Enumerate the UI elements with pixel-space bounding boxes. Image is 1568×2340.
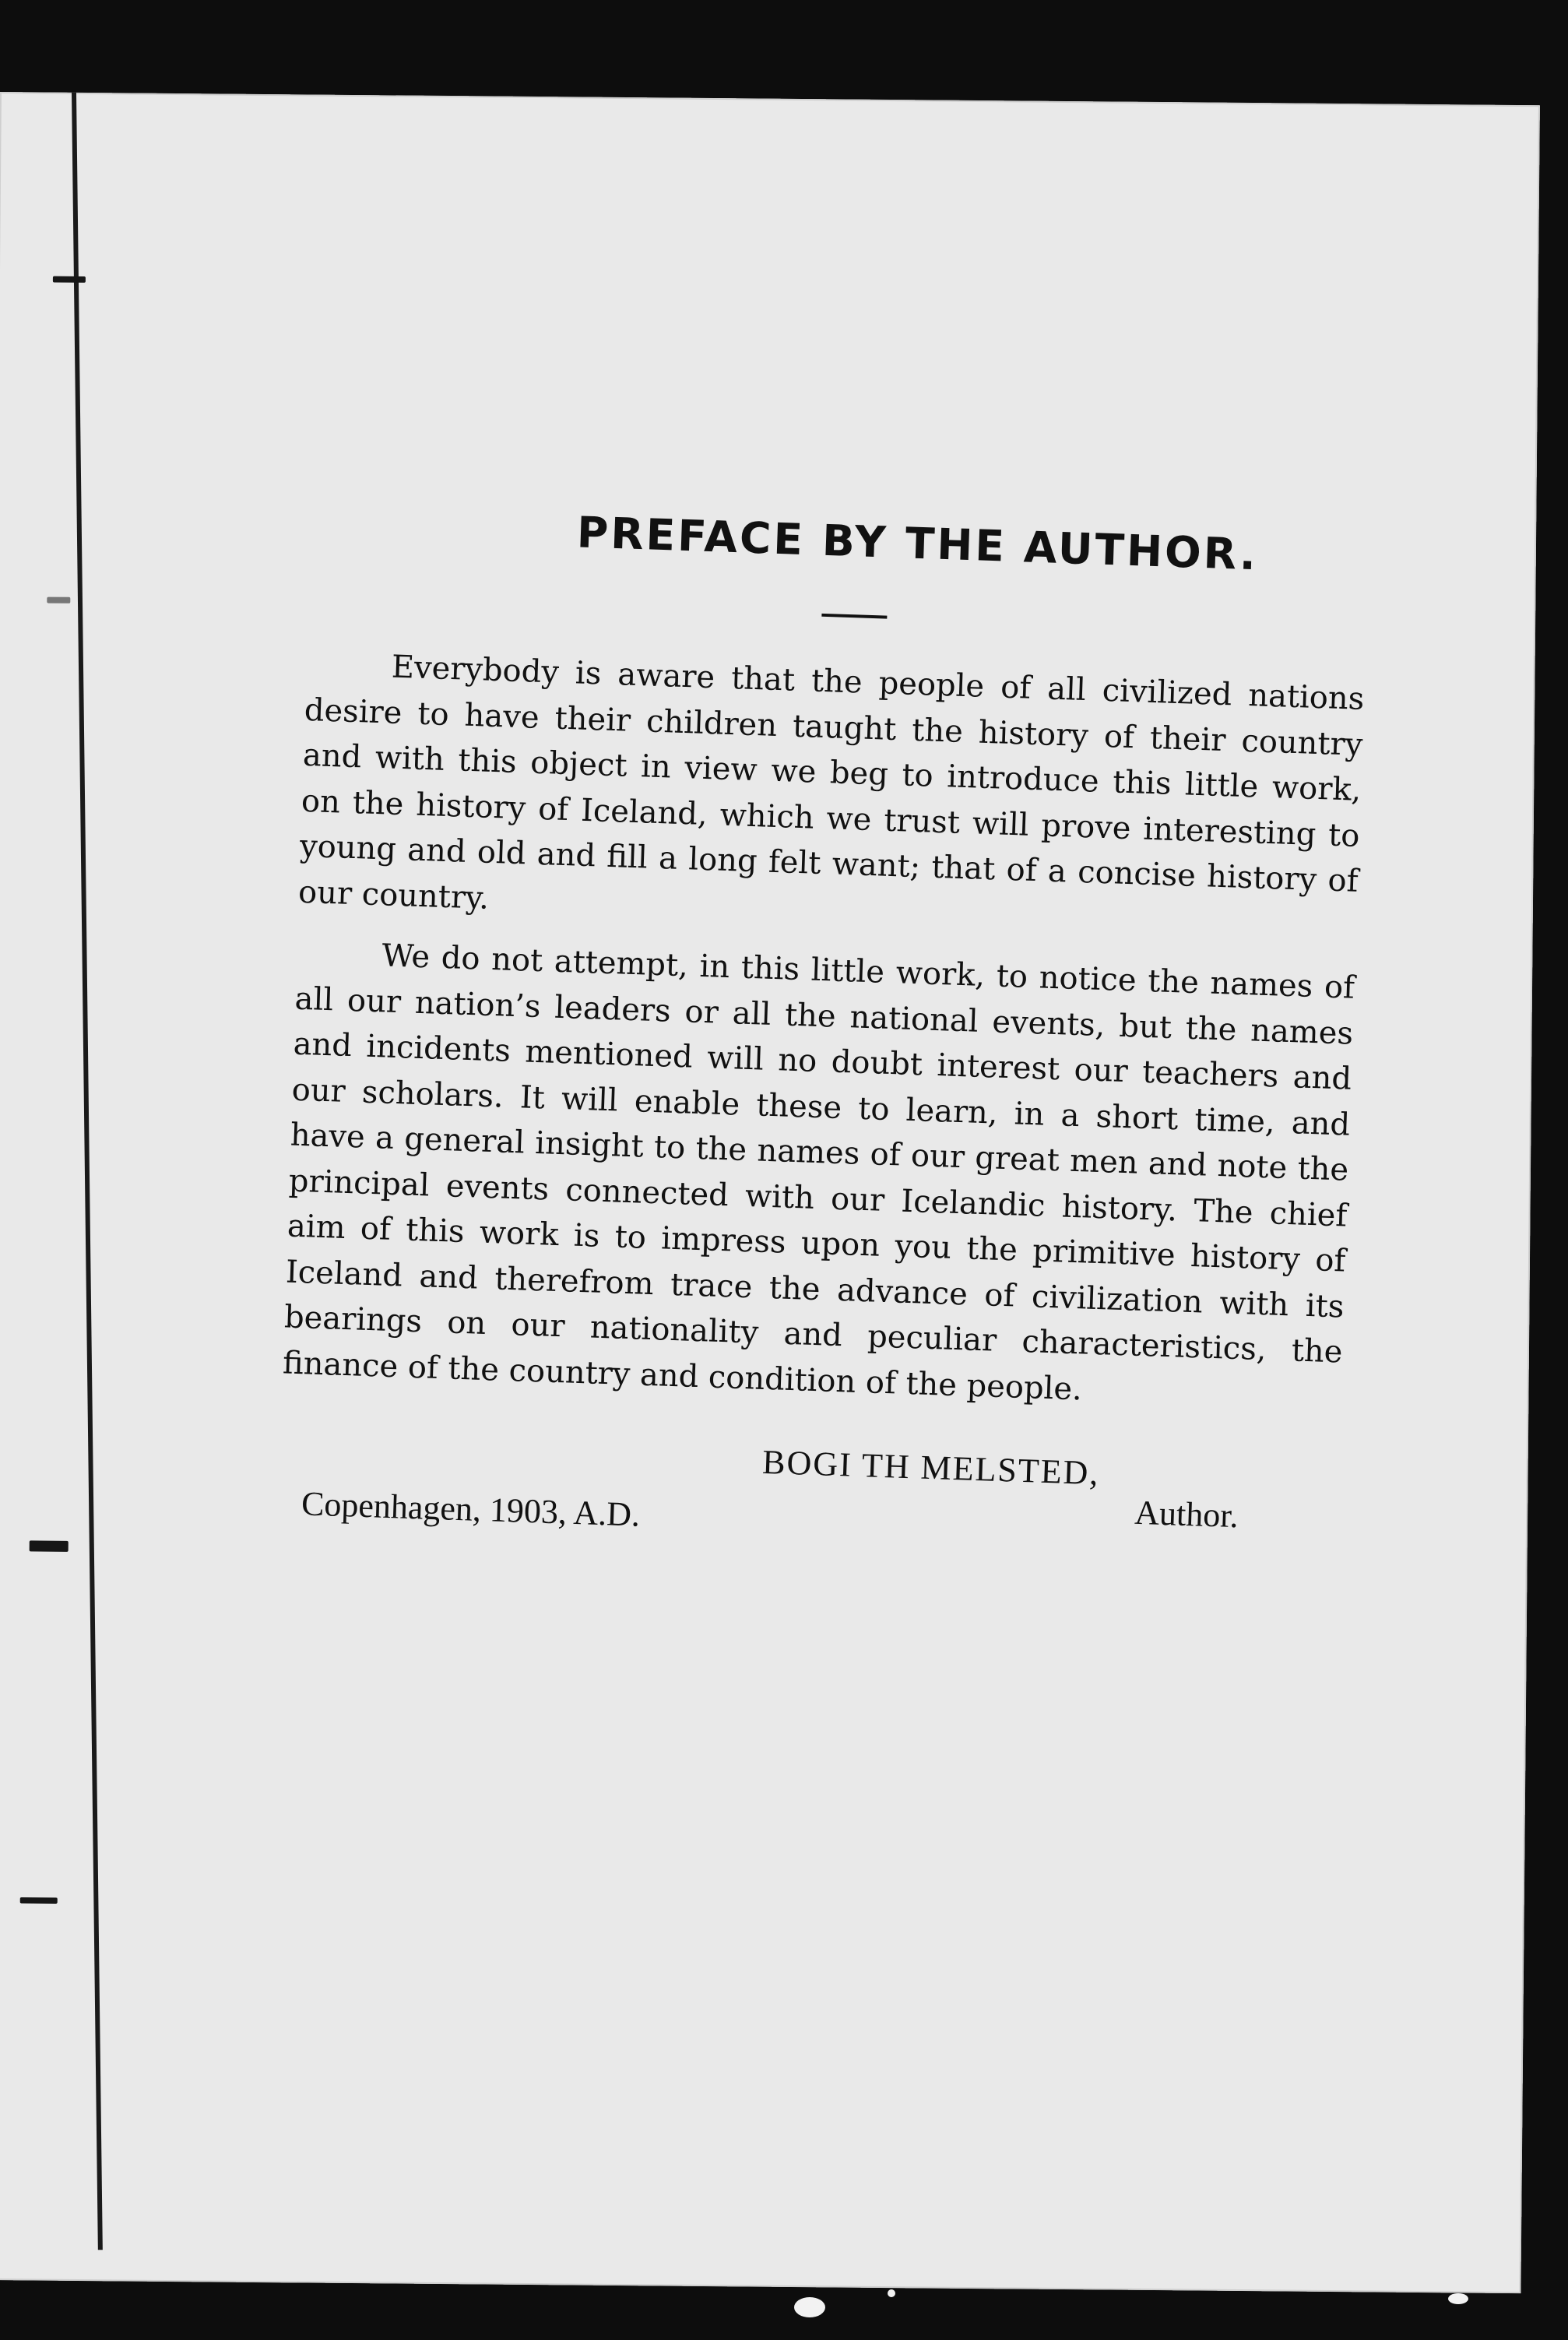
binding-stitch — [47, 597, 70, 603]
author-role: Author. — [1134, 1493, 1239, 1536]
place-and-date: Copenhagen, 1903, A.D. — [301, 1484, 641, 1534]
binding-stitch — [53, 276, 86, 283]
paragraph: Everybody is aware that the people of all civilized nations desire to have their children taught the history of their country and with this object in view we beg to introduce this little work, on the history of Iceland, which we trust will prove interesting to young and old and fill a long felt want; that of a concise history of our country. — [297, 649, 1365, 917]
page-title: PREFACE BY THE AUTHOR. — [575, 507, 1260, 580]
scan-speck — [1448, 2293, 1468, 2304]
preface-content — [277, 498, 1369, 1569]
scan-speck — [888, 2289, 895, 2297]
paragraph: We do not attempt, in this little work, to notice the names of all our nation’s leaders or all the national events, but the names and incidents mentioned will no doubt interest our teachers and our scholars. It will enable these to learn, in a short time, and have a general insight to the names of our great men and note the principal events connected with our Icelandic history. The chief aim of this work is to impress upon you the primitive history of Iceland and therefrom trace the advance of civilization with its bearings on our nationality and peculiar characteristics, the finance of the country and condition of the people. — [282, 938, 1355, 1407]
binding-stitch — [20, 1897, 58, 1903]
binding-stitch — [30, 1540, 69, 1551]
scan-speck — [794, 2297, 825, 2317]
author-name: BOGI TH MELSTED, — [761, 1442, 1101, 1493]
binding-gutter-line — [72, 93, 103, 2250]
title-divider — [821, 614, 887, 619]
